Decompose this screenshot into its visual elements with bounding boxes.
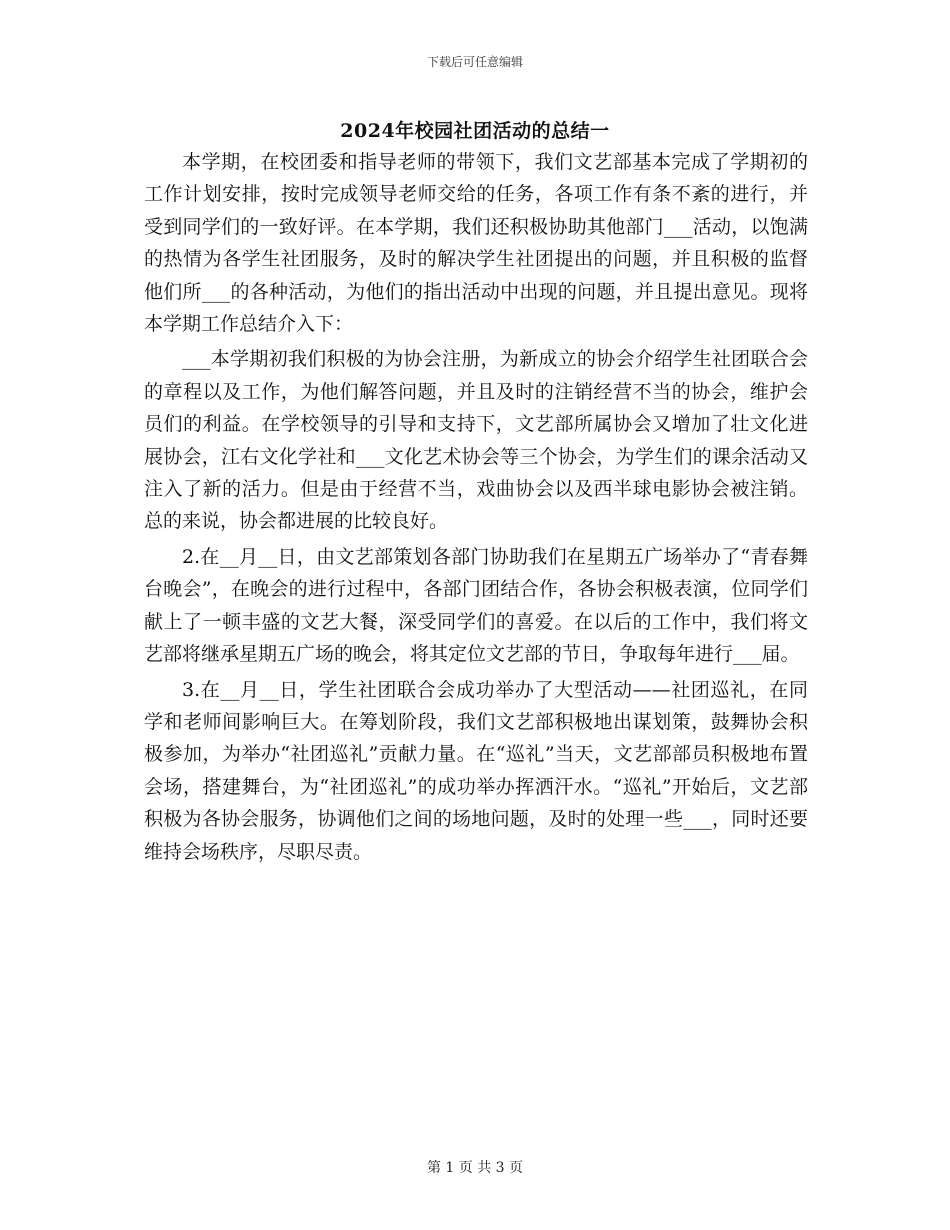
paragraph-intro: 本学期，在校团委和指导老师的带领下，我们文艺部基本完成了学期初的工作计划安排，按时完成领导老师交给的任务，各项工作有条不紊的进行，并受到同学们的一致好评。在本学期，我们还积极协助其他部门___活动，以饱满的热情为各学生社团服务，及时的解决学生社团提出的问题，并且积极的监督他们所___的各种活动，为他们的指出活动中出现的问题，并且提出意见。现将本学期工作总结介入下： — [144, 151, 808, 336]
document-body — [144, 146, 808, 871]
paragraph-item-2: 2.在__月__日，由文艺部策划各部门协助我们在星期五广场举办了“青春舞台晚会”，在晚会的进行过程中，各部门团结合作，各协会积极表演，位同学们献上了一顿丰盛的文艺大餐，深受同学们的喜爱。在以后的工作中，我们将文艺部将继承星期五广场的晚会，将其定位文艺部的节日，争取每年进行___届。 — [144, 545, 808, 666]
paragraph-item-3: 3.在__月__日，学生社团联合会成功举办了大型活动——社团巡礼，在同学和老师间影响巨大。在筹划阶段，我们文艺部积极地出谋划策，鼓舞协会积极参加，为举办“社团巡礼”贡献力量。在“巡礼”当天，文艺部部员积极地布置会场，搭建舞台，为“社团巡礼”的成功举办挥洒汗水。“巡礼”开始后，文艺部积极为各协会服务，协调他们之间的场地问题，及时的处理一些___，同时还要维持会场秩序，尽职尽责。 — [144, 678, 808, 863]
header-note: 下载后可任意编辑 — [426, 55, 523, 69]
paragraph-item-1: ___本学期初我们积极的为协会注册，为新成立的协会介绍学生社团联合会的章程以及工作，为他们解答问题，并且及时的注销经营不当的协会，维护会员们的利益。在学校领导的引导和支持下，文艺部所属协会又增加了壮文化进展协会，江右文化学社和___文化艺术协会等三个协会，为学生们的课余活动又注入了新的活力。但是由于经营不当，戏曲协会以及西半球电影协会被注销。总的来说，协会都进展的比较良好。 — [144, 348, 808, 533]
page-number-footer: 第 1 页 共 3 页 — [426, 1160, 524, 1176]
document-title: 2024年校园社团活动的总结一 — [340, 120, 610, 142]
